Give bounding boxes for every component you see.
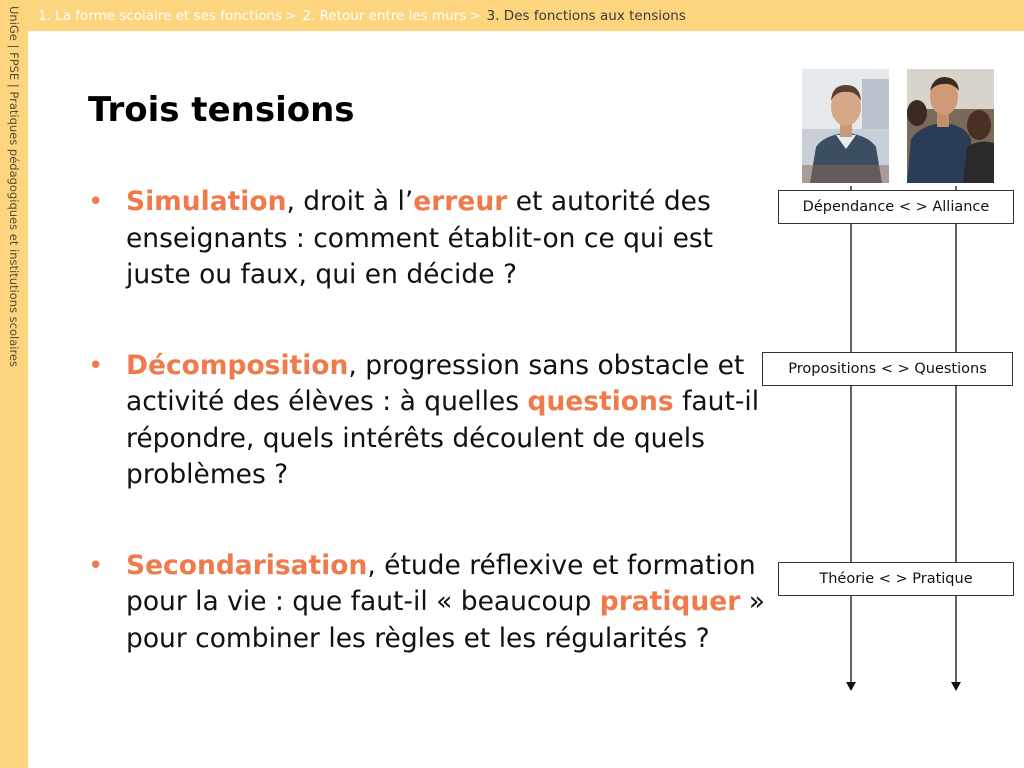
breadcrumb-bar — [28, 0, 1024, 31]
bullet-dot-icon: • — [88, 550, 104, 581]
bullet-keyword: Décomposition — [126, 349, 349, 381]
teacher-photo — [802, 69, 889, 183]
sidebar-footer-text: UniGe | FPSE | Pratiques pédagogiques et institutions scolaires — [7, 6, 21, 367]
bullet-dot-icon: • — [88, 187, 104, 217]
left-sidebar — [0, 0, 28, 768]
tension-box-theorie-pratique: Théorie < > Pratique — [778, 562, 1014, 596]
bullet-item-secondarisation — [88, 548, 778, 658]
bullet-item-decomposition — [88, 348, 778, 494]
bullet-text: faut-il répondre, quels intérêts découlent de quels problèmes ? — [126, 386, 760, 490]
bullet-highlight: questions — [527, 386, 674, 417]
bullet-keyword: Simulation — [126, 186, 287, 217]
bullet-text: , étude réflexive et formation pour la vie : que faut-il « beaucoup — [126, 549, 756, 617]
breadcrumb-item-1[interactable]: 1. La forme scolaire et ses fonctions — [38, 8, 283, 24]
bullet-list — [88, 184, 778, 657]
teacher-with-students-photo — [907, 69, 994, 183]
bullet-keyword: Secondarisation — [126, 549, 368, 581]
bullet-dot-icon: • — [88, 350, 104, 381]
arrow-head-left — [846, 682, 856, 691]
breadcrumb — [38, 8, 686, 24]
breadcrumb-separator: > — [469, 8, 481, 24]
breadcrumb-item-2[interactable]: 2. Retour entre les murs — [302, 8, 467, 24]
bullet-highlight: pratiquer — [599, 586, 741, 617]
breadcrumb-separator: > — [285, 8, 297, 24]
bullet-text: , droit à l’ — [286, 186, 414, 217]
bullet-text: et autorité des enseignants : comment établit-on ce qui est juste ou faux, qui en décide ? — [126, 186, 714, 290]
bullet-item-simulation — [88, 184, 778, 294]
bullet-text: » pour combiner les règles et les régularités ? — [126, 586, 765, 654]
arrow-head-right — [951, 682, 961, 691]
tension-box-propositions-questions: Propositions < > Questions — [762, 352, 1013, 386]
bullet-text: , progression sans obstacle et activité des élèves : à quelles — [126, 349, 745, 417]
slide-title: Trois tensions — [88, 90, 355, 130]
bullet-highlight: erreur — [413, 186, 508, 217]
breadcrumb-item-current[interactable]: 3. Des fonctions aux tensions — [486, 8, 686, 24]
tension-box-dependance-alliance: Dépendance < > Alliance — [778, 190, 1014, 224]
